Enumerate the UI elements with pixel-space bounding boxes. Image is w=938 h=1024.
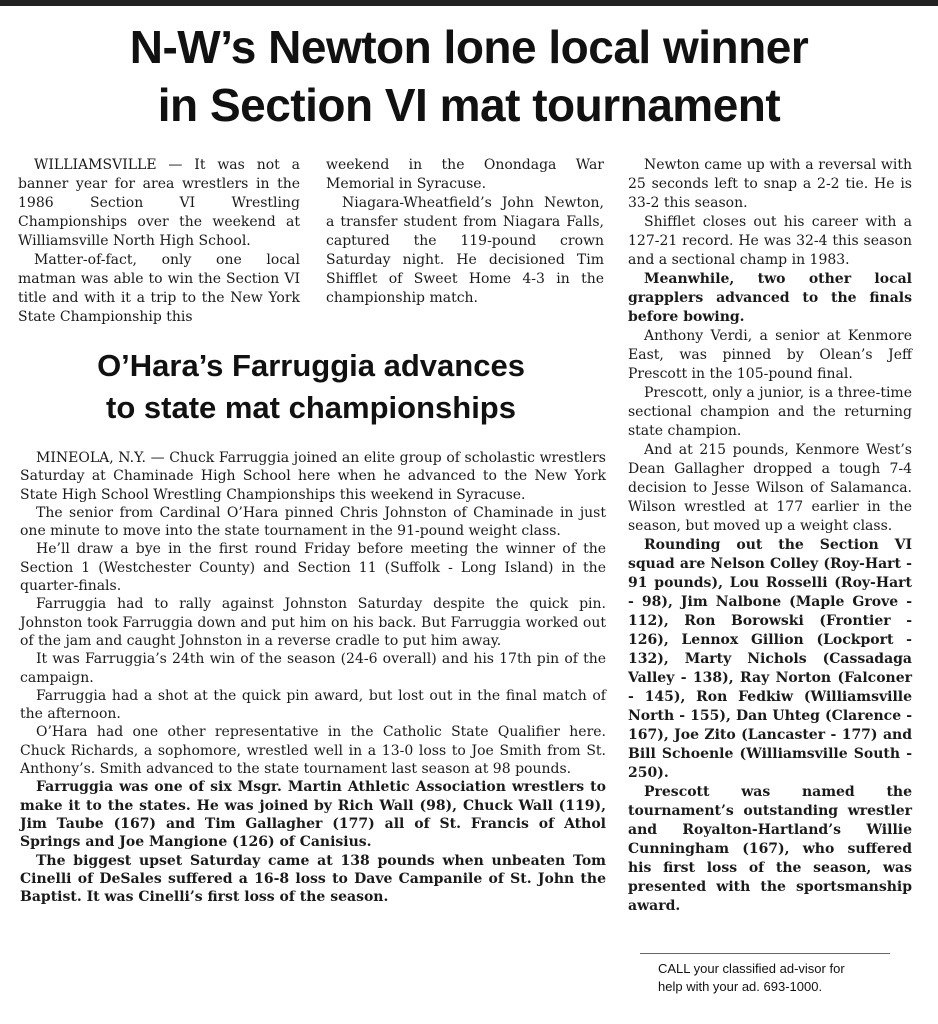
story2-paragraph: The senior from Cardinal O’Hara pinned Chris Johnston of Chaminade in just one minute to move into the state tournament in the 91-pound weight class.: [20, 504, 606, 540]
story2-paragraph: He’ll draw a bye in the first round Friday before meeting the winner of the Section 1 (Westchester County) and Section 11 (Suffolk - Long Island) in the quarter-finals.: [20, 541, 606, 595]
ad-divider: [640, 953, 890, 954]
classified-ad-line2: help with your ad. 693-1000.: [658, 979, 823, 994]
story2-headline: [18, 345, 604, 429]
main-headline-line1: N-W’s Newton lone local winner: [129, 21, 809, 73]
classified-ad-line1: CALL your classified ad-visor for: [658, 961, 845, 976]
story1-column3: [628, 156, 912, 916]
story1-paragraph: WILLIAMSVILLE — It was not a banner year for area wrestlers in the 1986 Section VI Wrestling Championships over the weekend at Williamsville North High School.: [18, 157, 300, 249]
story1-paragraph: Matter-of-fact, only one local matman was able to win the Section VI title and with it a trip to the New York State Championship this: [18, 252, 300, 325]
top-rule: [0, 0, 938, 6]
story2-paragraph: O’Hara had one other representative in the Catholic State Qualifier here. Chuck Richards, a sophomore, wrestled well in a 13-0 loss to Joe Smith from St. Anthony’s. Smith advanced to the state tournament last season at 98 pounds.: [20, 724, 606, 778]
story2-body: [20, 449, 606, 906]
story2-paragraph: MINEOLA, N.Y. — Chuck Farruggia joined an elite group of scholastic wrestlers Saturday at Chaminade High School here when he advanced to the New York State High School Wrestling Championships this weekend in Syracuse.: [20, 450, 606, 503]
story1-paragraph: And at 215 pounds, Kenmore West’s Dean Gallagher dropped a tough 7-4 decision to Jesse Wilson of Salamanca. Wilson wrestled at 177 earlier in the season, but moved up a weight class.: [628, 442, 912, 534]
story1-column2: [326, 156, 604, 308]
story1-paragraph: Rounding out the Section VI squad are Nelson Colley (Roy-Hart - 91 pounds), Lou Rosselli (Roy-Hart - 98), Jim Nalbone (Maple Grove - 112), Ron Borowski (Frontier - 126), Lennox Gillion (Lockport - 132), Marty Nichols (Cassadaga Valley - 138), Ray Norton (Falconer - 145), Ron Fedkiw (Williamsville North - 155), Dan Uhteg (Clarence - 167), Joe Zito (Lancaster - 177) and Bill Schoenle (Williamsville South - 250).: [628, 537, 912, 781]
story1-paragraph: Niagara-Wheatfield’s John Newton, a transfer student from Niagara Falls, captured the 119-pound crown Saturday night. He decisioned Tim Shifflet of Sweet Home 4-3 in the championship match.: [326, 195, 604, 306]
main-headline: [14, 18, 924, 134]
story1-paragraph: Prescott was named the tournament’s outstanding wrestler and Royalton-Hartland’s Willie Cunningham (167), who suffered his first loss of the season, was presented with the sportsmanship award.: [628, 784, 912, 914]
story1-paragraph: Anthony Verdi, a senior at Kenmore East, was pinned by Olean’s Jeff Prescott in the 105-pound final.: [628, 328, 912, 382]
classified-ad: [658, 960, 898, 996]
story1-paragraph: Shifflet closes out his career with a 127-21 record. He was 32-4 this season and a sectional champ in 1983.: [628, 214, 912, 268]
story1-paragraph: weekend in the Onondaga War Memorial in Syracuse.: [326, 157, 604, 192]
story1-paragraph: Meanwhile, two other local grapplers advanced to the finals before bowing.: [628, 271, 912, 325]
story2-headline-line2: to state mat championships: [106, 390, 516, 425]
main-headline-line2: in Section VI mat tournament: [157, 79, 781, 131]
story2-paragraph: It was Farruggia’s 24th win of the season (24-6 overall) and his 17th pin of the campaign.: [20, 651, 606, 686]
story2-paragraph: Farruggia had to rally against Johnston Saturday despite the quick pin. Johnston took Farruggia down and put him on his back. But Farruggia worked out of the jam and caught Johnston in a reverse cradle to put him away.: [20, 596, 606, 649]
story2-paragraph: Farruggia was one of six Msgr. Martin Athletic Association wrestlers to make it to the states. He was joined by Rich Wall (98), Chuck Wall (119), Jim Taube (167) and Tim Gallagher (177) all of St. Francis of Athol Springs and Joe Mangione (126) of Canisius.: [20, 779, 606, 851]
story1-paragraph: Prescott, only a junior, is a three-time sectional champion and the returning state champion.: [628, 385, 912, 439]
story1-paragraph: Newton came up with a reversal with 25 seconds left to snap a 2-2 tie. He is 33-2 this season.: [628, 157, 912, 211]
story2-paragraph: The biggest upset Saturday came at 138 pounds when unbeaten Tom Cinelli of DeSales suffered a 16-8 loss to Dave Campanile of St. John the Baptist. It was Cinelli’s first loss of the season.: [20, 852, 606, 906]
story2-paragraph: Farruggia had a shot at the quick pin award, but lost out in the final match of the afternoon.: [20, 687, 606, 723]
story1-column1: [18, 156, 300, 327]
story2-headline-line1: O’Hara’s Farruggia advances: [97, 348, 525, 383]
